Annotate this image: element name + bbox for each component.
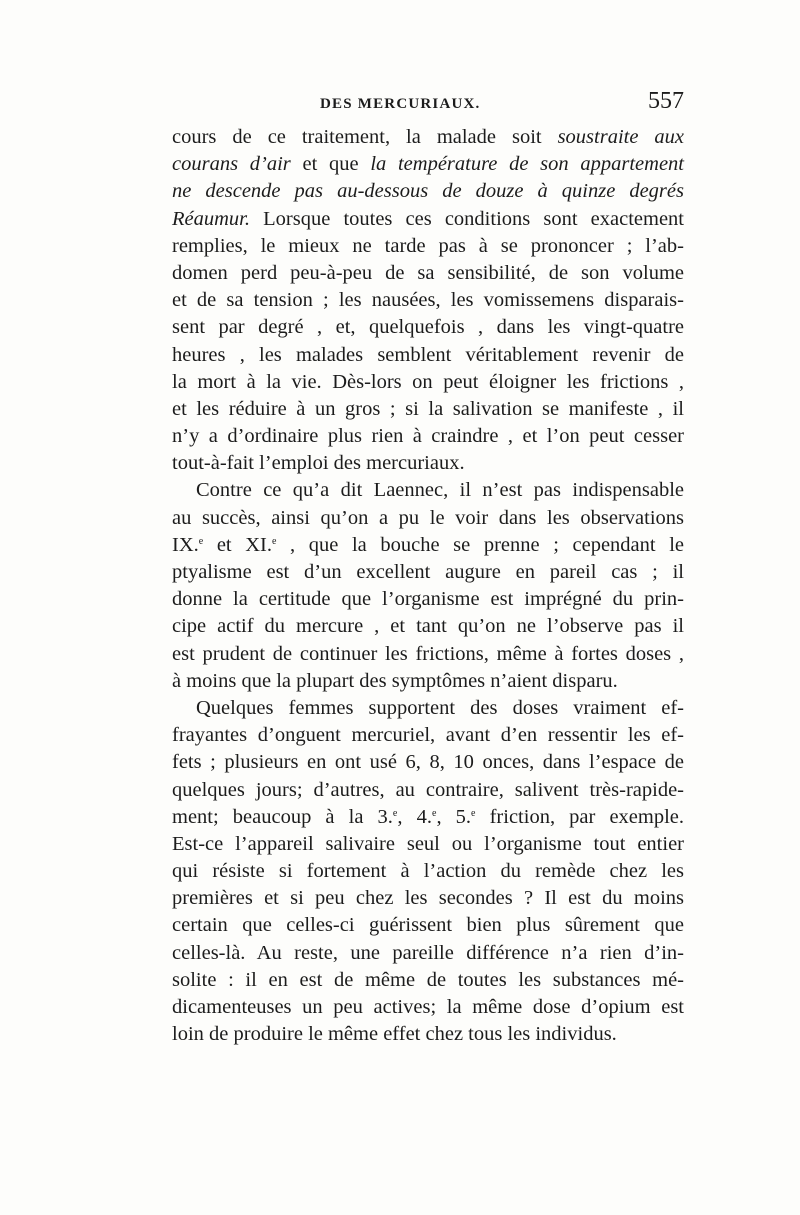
text-line: ptyalisme est d’un excellent augure en pareil cas ; il xyxy=(172,561,684,583)
running-head: DES MERCURIAUX. xyxy=(320,96,481,112)
text-line: solite : il en est de même de toutes les substances mé- xyxy=(172,968,684,991)
text-line: Réaumur. Lorsque toutes ces conditions sont exactement xyxy=(172,207,684,230)
text-line: IX.$^e$ et XI.$^e$ , que la bouche se prenne ; cependant le xyxy=(172,533,685,556)
text-line: et de sa tension ; les nausées, les vomissemens disparais- xyxy=(172,289,684,312)
body-text xyxy=(172,124,684,1048)
text-line: fets ; plusieurs en ont usé 6, 8, 10 onces, dans l’espace de xyxy=(172,751,684,774)
text-line: loin de produire le même effet chez tous les individus. xyxy=(172,1023,617,1046)
text-line: heures , les malades semblent véritablement revenir de xyxy=(172,343,684,366)
page-header xyxy=(172,88,684,128)
text-line: remplies, le mieux ne tarde pas à se prononcer ; l’ab- xyxy=(172,234,684,257)
text-line: Est-ce l’appareil salivaire seul ou l’organisme tout entier xyxy=(172,832,684,855)
text-line: à moins que la plupart des symptômes n’aient disparu. xyxy=(172,669,618,692)
text-line: est prudent de continuer les frictions, même à fortes doses , xyxy=(172,642,684,665)
text-line: qui résiste si fortement à l’action du remède chez les xyxy=(172,860,684,883)
text-line: courans d’air et que la température de son appartement xyxy=(172,153,684,176)
text-line: ne descende pas au-dessous de douze à quinze degrés xyxy=(172,180,684,203)
text-line: certain que celles-ci guérissent bien plus sûrement que xyxy=(172,914,684,937)
text-line: la mort à la vie. Dès-lors on peut éloigner les frictions , xyxy=(172,370,684,393)
text-line: quelques jours; d’autres, au contraire, salivent très-rapide- xyxy=(172,778,684,801)
text-line: premières et si peu chez les secondes ? Il est du moins xyxy=(172,887,684,910)
text-line: cipe actif du mercure , et tant qu’on ne l’observe pas il xyxy=(172,615,684,638)
text-line: au succès, ainsi qu’on a pu le voir dans les observations xyxy=(172,506,684,529)
text-line: sent par degré , et, quelquefois , dans les vingt-quatre xyxy=(172,316,684,339)
text-line: frayantes d’onguent mercuriel, avant d’en ressentir les ef- xyxy=(172,724,684,747)
text-line: Quelques femmes supportent des doses vraiment ef- xyxy=(196,696,684,719)
text-line: celles-là. Au reste, une pareille différence n’a rien d’in- xyxy=(172,941,684,964)
text-line: cours de ce traitement, la malade soit soustraite aux xyxy=(172,126,684,148)
text-line: tout-à-fait l’emploi des mercuriaux. xyxy=(172,452,465,475)
text-line: domen perd peu-à-peu de sa sensibilité, de son volume xyxy=(172,261,684,284)
text-line: Contre ce qu’a dit Laennec, il n’est pas indispensable xyxy=(196,479,684,502)
text-line: et les réduire à un gros ; si la salivation se manifeste , il xyxy=(172,397,684,420)
page-number: 557 xyxy=(648,88,684,114)
text-line: donne la certitude que l’organisme est imprégné du prin- xyxy=(172,588,684,611)
text-line: n’y a d’ordinaire plus rien à craindre , et l’on peut cesser xyxy=(172,425,684,448)
text-line: dicamenteuses un peu actives; la même dose d’opium est xyxy=(172,996,684,1018)
text-line: ment; beaucoup à la 3.$^e$, 4.$^e$, 5.$^e$ friction, par exemple. xyxy=(172,805,685,828)
